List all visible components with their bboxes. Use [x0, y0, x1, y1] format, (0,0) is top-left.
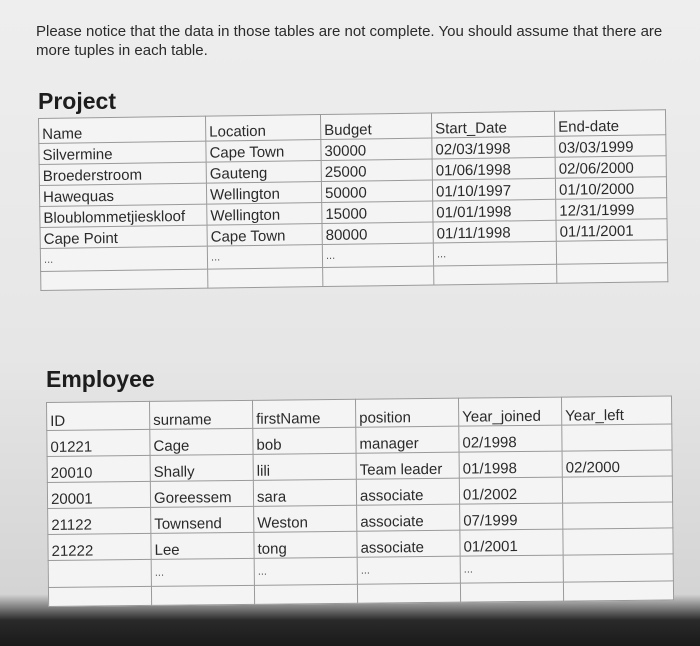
table-cell: 01/2002 [459, 477, 562, 504]
header-cell: firstName [252, 399, 355, 428]
table-cell: Cape Point [40, 225, 207, 248]
table-cell: Gauteng [206, 161, 321, 184]
table-cell: sara [253, 479, 356, 506]
ellipsis-cell [563, 554, 673, 582]
ellipsis-cell: ... [151, 558, 254, 586]
header-cell: position [355, 398, 458, 427]
table-cell: Weston [254, 505, 357, 532]
ellipsis-cell: ... [433, 241, 556, 266]
table-cell: 30000 [321, 138, 432, 161]
blank-cell [323, 266, 434, 287]
table-cell [563, 528, 673, 555]
ellipsis-cell: ... [322, 243, 433, 268]
table-cell: 03/03/1999 [555, 135, 666, 158]
blank-cell [48, 586, 151, 606]
table-cell: Bloublommetjieskloof [40, 204, 207, 227]
table-cell: 02/1998 [459, 425, 562, 452]
table-cell: Team leader [356, 452, 459, 479]
ellipsis-cell: ... [207, 245, 322, 270]
table-cell: associate [357, 504, 460, 531]
table-cell: 02/06/2000 [555, 156, 666, 179]
header-cell: Year_left [561, 396, 671, 425]
table-cell: 80000 [322, 222, 433, 245]
table-cell: Townsend [151, 506, 254, 533]
ellipsis-cell: ... [40, 246, 207, 271]
blank-cell [460, 582, 563, 602]
table-cell: 01/10/1997 [432, 178, 555, 201]
table-cell: 25000 [321, 159, 432, 182]
blank-cell [151, 585, 254, 605]
header-cell: Start_Date [431, 111, 554, 138]
table-cell: Hawequas [39, 183, 206, 206]
header-cell: Location [205, 115, 320, 142]
table-cell: bob [253, 427, 356, 454]
table-cell: 02/03/1998 [432, 136, 555, 159]
table-cell: associate [356, 478, 459, 505]
table-cell: 01/11/2001 [556, 219, 667, 242]
table-cell: 01/11/1998 [433, 220, 556, 243]
blank-cell [434, 264, 557, 285]
table-cell: tong [254, 531, 357, 558]
header-cell: surname [149, 400, 252, 429]
table-cell: Cage [150, 428, 253, 455]
table-cell: Goreessem [150, 480, 253, 507]
employee-table [46, 395, 674, 607]
table-cell: 01/10/2000 [555, 177, 666, 200]
table-cell: 01/2001 [460, 529, 563, 556]
header-cell: End-date [554, 110, 665, 137]
table-cell: manager [356, 426, 459, 453]
table-cell: Silvermine [39, 141, 206, 164]
header-cell: Year_joined [458, 397, 561, 426]
ellipsis-cell: ... [357, 556, 460, 584]
table-cell: associate [357, 530, 460, 557]
table-cell: Wellington [207, 203, 322, 226]
table-cell: 21122 [48, 507, 151, 534]
table-cell: Shally [150, 454, 253, 481]
table-cell: 02/2000 [562, 450, 672, 477]
table-cell: Wellington [206, 182, 321, 205]
project-heading: Project [38, 88, 116, 114]
ellipsis-cell [48, 559, 151, 587]
table-cell [562, 476, 672, 503]
blank-cell [208, 268, 323, 289]
blank-cell [254, 584, 357, 604]
table-cell: 01/06/1998 [432, 157, 555, 180]
table-cell [563, 502, 673, 529]
table-cell: 20001 [47, 481, 150, 508]
table-cell: 20010 [47, 455, 150, 482]
ellipsis-cell: ... [254, 557, 357, 585]
table-cell: 01221 [47, 429, 150, 456]
table-cell: Broederstroom [39, 162, 206, 185]
header-cell: Budget [320, 113, 431, 140]
table-cell: 01/01/1998 [433, 199, 556, 222]
table-cell: 21222 [48, 533, 151, 560]
table-cell: lili [253, 453, 356, 480]
ellipsis-cell: ... [460, 555, 563, 583]
blank-cell [563, 581, 673, 601]
table-cell: 12/31/1999 [556, 198, 667, 221]
table-cell: 01/1998 [459, 451, 562, 478]
instruction-note: Please notice that the data in those tables are not complete. You should assume that there are more tuples in each table. [36, 23, 663, 59]
table-cell [562, 424, 672, 451]
project-table [38, 109, 668, 291]
table-cell: Cape Town [207, 224, 322, 247]
blank-cell [41, 269, 208, 290]
table-cell: Lee [151, 532, 254, 559]
table-cell: 50000 [321, 180, 432, 203]
table-cell: Cape Town [206, 140, 321, 163]
employee-heading: Employee [46, 366, 155, 392]
blank-cell [357, 583, 460, 603]
table-cell: 15000 [322, 201, 433, 224]
header-cell: Name [39, 116, 206, 143]
blank-cell [557, 263, 668, 284]
ellipsis-cell [556, 240, 667, 265]
table-cell: 07/1999 [460, 503, 563, 530]
header-cell: ID [47, 401, 150, 430]
